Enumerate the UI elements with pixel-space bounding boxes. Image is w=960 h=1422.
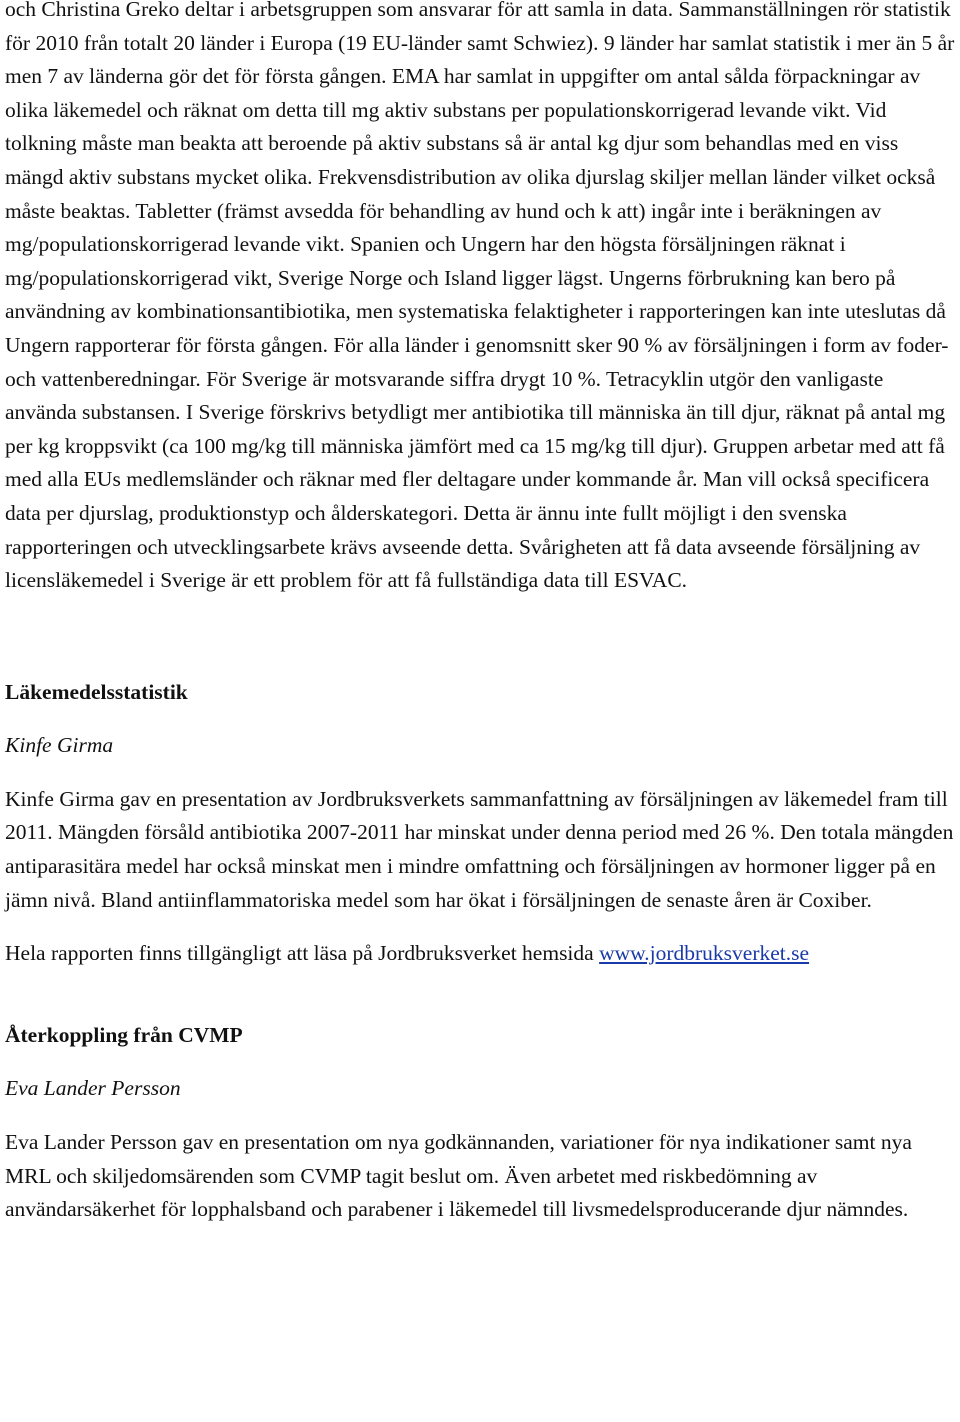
section-paragraph: Eva Lander Persson gav en presentation om nya godkännanden, variationer för nya indikationer samt nya MRL och skiljedomsärenden som CVMP tagit beslut om. Även arbetet med riskbedömning av användarsäkerhet för lopphalsband och parabener i läkemedel till livsmedelsproducerande djur nämndes. [5, 1130, 912, 1222]
document-page [5, 0, 957, 1227]
section-paragraph: Kinfe Girma gav en presentation av Jordbruksverkets sammanfattning av försäljningen av läkemedel fram till 2011. Mängden försåld antibiotika 2007-2011 har minskat under denna period med 26 %. Den totala mängden antiparasitära medel har också minskat men i mindre omfattning och försäljningen av hormoner ligger på en jämn nivå. Bland antiinflammatoriska medel som har ökat i försäljningen de senaste åren är Coxiber. [5, 786, 954, 912]
jordbruksverket-link[interactable]: www.jordbruksverket.se [599, 941, 810, 966]
spacer [5, 598, 957, 676]
section-heading: Återkoppling från CVMP [5, 1022, 243, 1047]
section-lakemedelsstatistik [5, 676, 957, 971]
spacer [5, 971, 957, 1019]
section-author: Eva Lander Persson [5, 1076, 181, 1101]
report-text: Hela rapporten finns tillgängligt att läsa på Jordbruksverket hemsida [5, 941, 600, 966]
section-heading: Läkemedelsstatistik [5, 679, 188, 704]
intro-paragraph: och Christina Greko deltar i arbetsgruppen som ansvarar för att samla in data. Sammanställningen rör statistik för 2010 från totalt 20 länder i Europa (19 EU-länder samt Schwiez). 9 länder har samlat statistik i mer än 5 år men 7 av länderna gör det för första gången. EMA har samlat in uppgifter om antal sålda förpackningar av olika läkemedel och räknat om detta till mg aktiv substans per populationskorrigerad levande vikt. Vid tolkning måste man beakta att beroende på aktiv substans så är antal kg djur som behandlas med en viss mängd aktiv substans mycket olika. Frekvensdistribution av olika djurslag skiljer mellan länder vilket också måste beaktas. Tabletter (främst avsedda för behandling av hund och k att) ingår inte i beräkningen av mg/populationskorrigerad levande vikt. Spanien och Ungern har den högsta försäljningen räknat i mg/populationskorrigerad vikt, Sverige Norge och Island ligger lägst. Ungerns förbrukning kan bero på användning av kombinationsantibiotika, men systematiska felaktigheter i rapporteringen kan inte uteslutas då Ungern rapporterar för första gången. För alla länder i genomsnitt sker 90 % av försäljningen i form av foder- och vattenberedningar. För Sverige är motsvarande siffra drygt 10 %. Tetracyklin utgör den vanligaste använda substansen. I Sverige förskrivs betydligt mer antibiotika till människa än till djur, räknat på antal mg per kg kroppsvikt (ca 100 mg/kg till människa jämfört med ca 15 mg/kg till djur). Gruppen arbetar med att få med alla EUs medlemsländer och räknar med fler deltagare under kommande år. Man vill också specificera data per djurslag, produktionstyp och ålderskategori. Detta är ännu inte fullt möjligt i den svenska rapporteringen och utvecklingsarbete krävs avseende detta. Svårigheten att få data avseende försäljning av licensläkemedel i Sverige är ett problem för att få fullständiga data till ESVAC. [5, 0, 955, 593]
section-author: Kinfe Girma [5, 733, 114, 758]
report-paragraph [5, 937, 957, 971]
section-aterkoppling-cvmp [5, 1019, 957, 1227]
